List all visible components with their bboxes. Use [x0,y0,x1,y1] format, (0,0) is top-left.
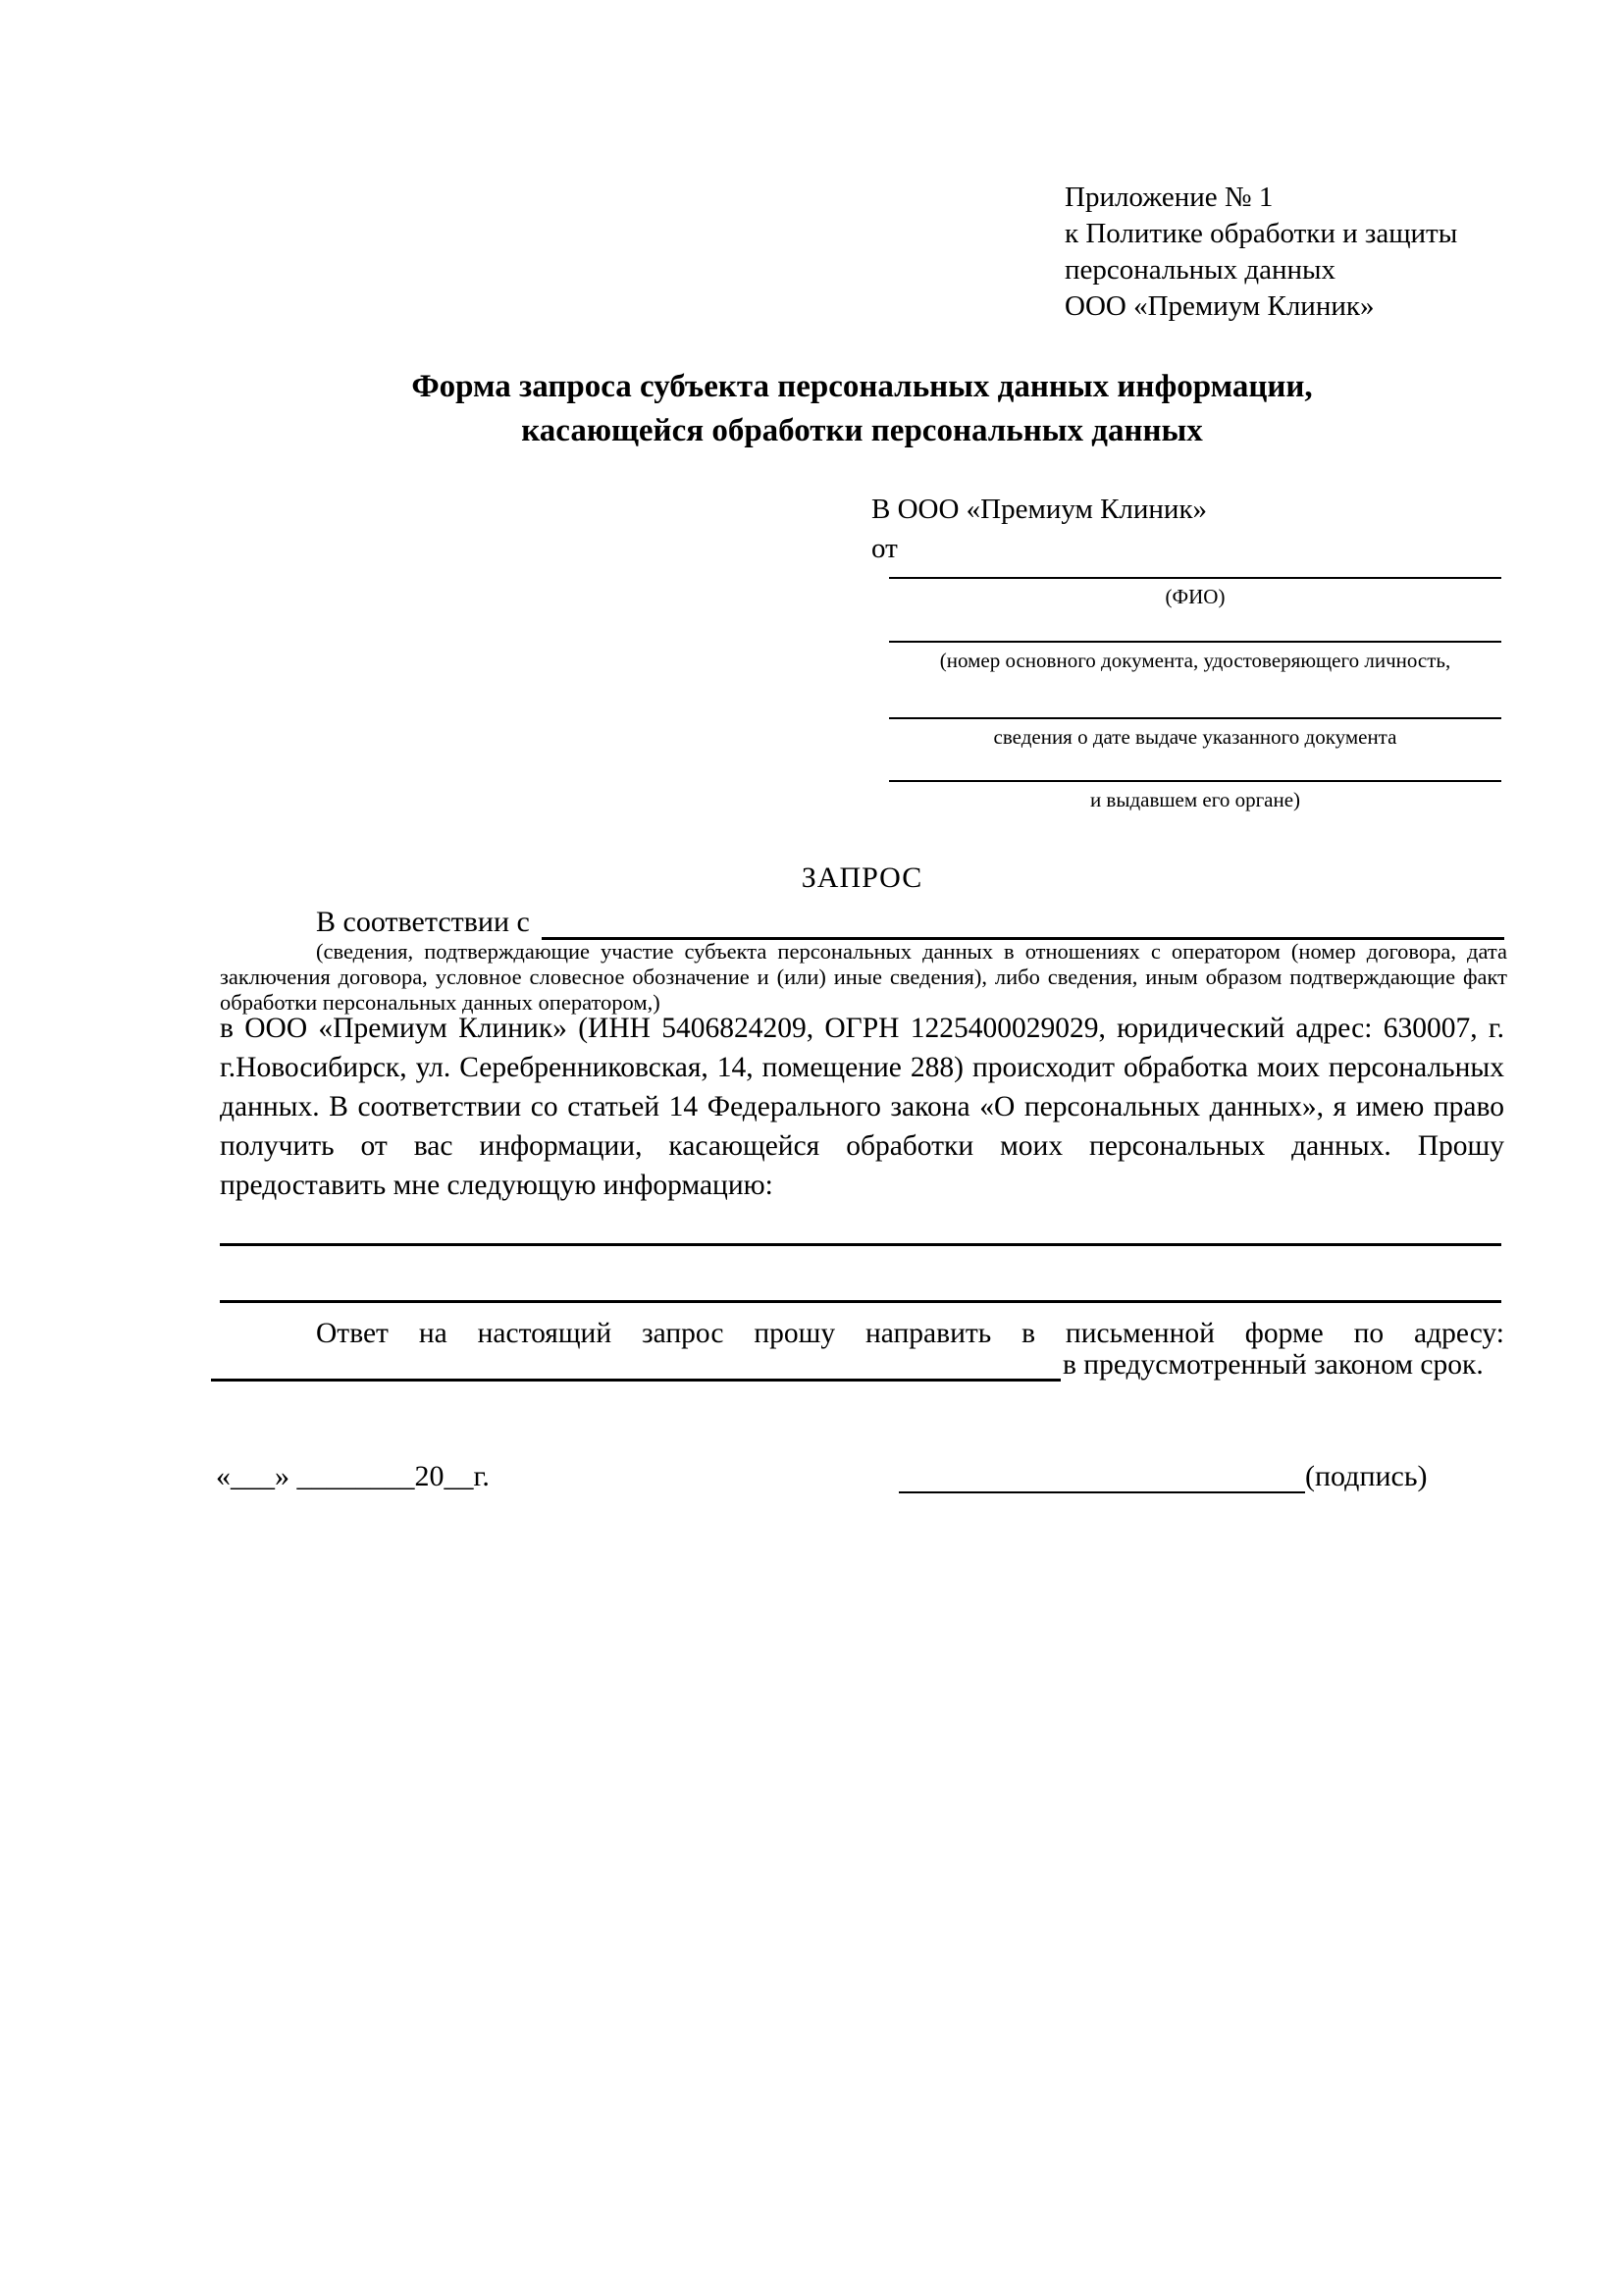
addressee-to: В ООО «Премиум Клиник» [871,494,1208,525]
request-body-paragraph: в ООО «Премиум Клиник» (ИНН 5406824209, ОГРН 1225400029029, юридический адрес: 630007, г. г.Новосибирск, ул. Серебренниковская, 14, помещение 288) происходит обработка моих персональных данных. В соответствии со статьей 14 Федерального закона «О персональных данных», я имею право получить от вас информации, касающейся обработки моих персональных данных. Прошу предоставить мне следующую информацию: [220,1013,1504,1201]
document-title-line-2: касающейся обработки персональных данных [521,413,1203,448]
doc-number-blank-line [889,641,1501,643]
signature-blank-line [899,1462,1305,1493]
reply-suffix: в предусмотренный законом срок. [1063,1349,1484,1381]
requested-info-blank-line-1 [220,1243,1501,1246]
appendix-line-1: Приложение № 1 [1065,182,1274,213]
issuing-authority-blank-line [889,780,1501,782]
date-blank: «___» ________20__г. [216,1460,490,1492]
basis-row [316,905,1504,940]
basis-prefix: В соответствии с [316,906,530,938]
signature-row [899,1460,1428,1493]
appendix-note [1065,180,1457,325]
addressee-from-label: от [871,533,898,564]
requested-info-blank-line-2 [220,1300,1501,1303]
issue-date-blank-line [889,717,1501,719]
reply-instruction: Ответ на настоящий запрос прошу направить в письменной форме по адресу: [316,1318,1504,1349]
issue-date-caption: сведения о дате выдаче указанного документа [993,725,1397,749]
appendix-line-3: персональных данных [1065,254,1336,286]
issuing-authority-caption: и выдавшем его органе) [1089,788,1301,811]
reply-address-blank-line [211,1349,1061,1382]
request-heading: ЗАПРОС [801,861,923,894]
appendix-line-4: ООО «Премиум Клиник» [1065,290,1375,322]
signature-caption: (подпись) [1305,1460,1428,1492]
reply-address-row [211,1348,1506,1382]
fio-caption: (ФИО) [1165,585,1226,608]
document-title [220,365,1504,453]
doc-number-caption: (номер основного документа, удостоверяющего личность, [939,649,1451,672]
appendix-line-2: к Политике обработки и защиты [1065,218,1458,249]
basis-blank-line [542,908,1504,940]
document-title-line-1: Форма запроса субъекта персональных данных информации, [411,369,1313,404]
fio-blank-line [889,577,1501,579]
basis-note: (сведения, подтверждающие участие субъекта персональных данных в отношениях с оператором (номер договора, дата заключения договора, условное словесное обозначение и (или) иные сведения), либо сведения, иным образом подтверждающие факт обработки персональных данных оператором,) [220,939,1507,1015]
